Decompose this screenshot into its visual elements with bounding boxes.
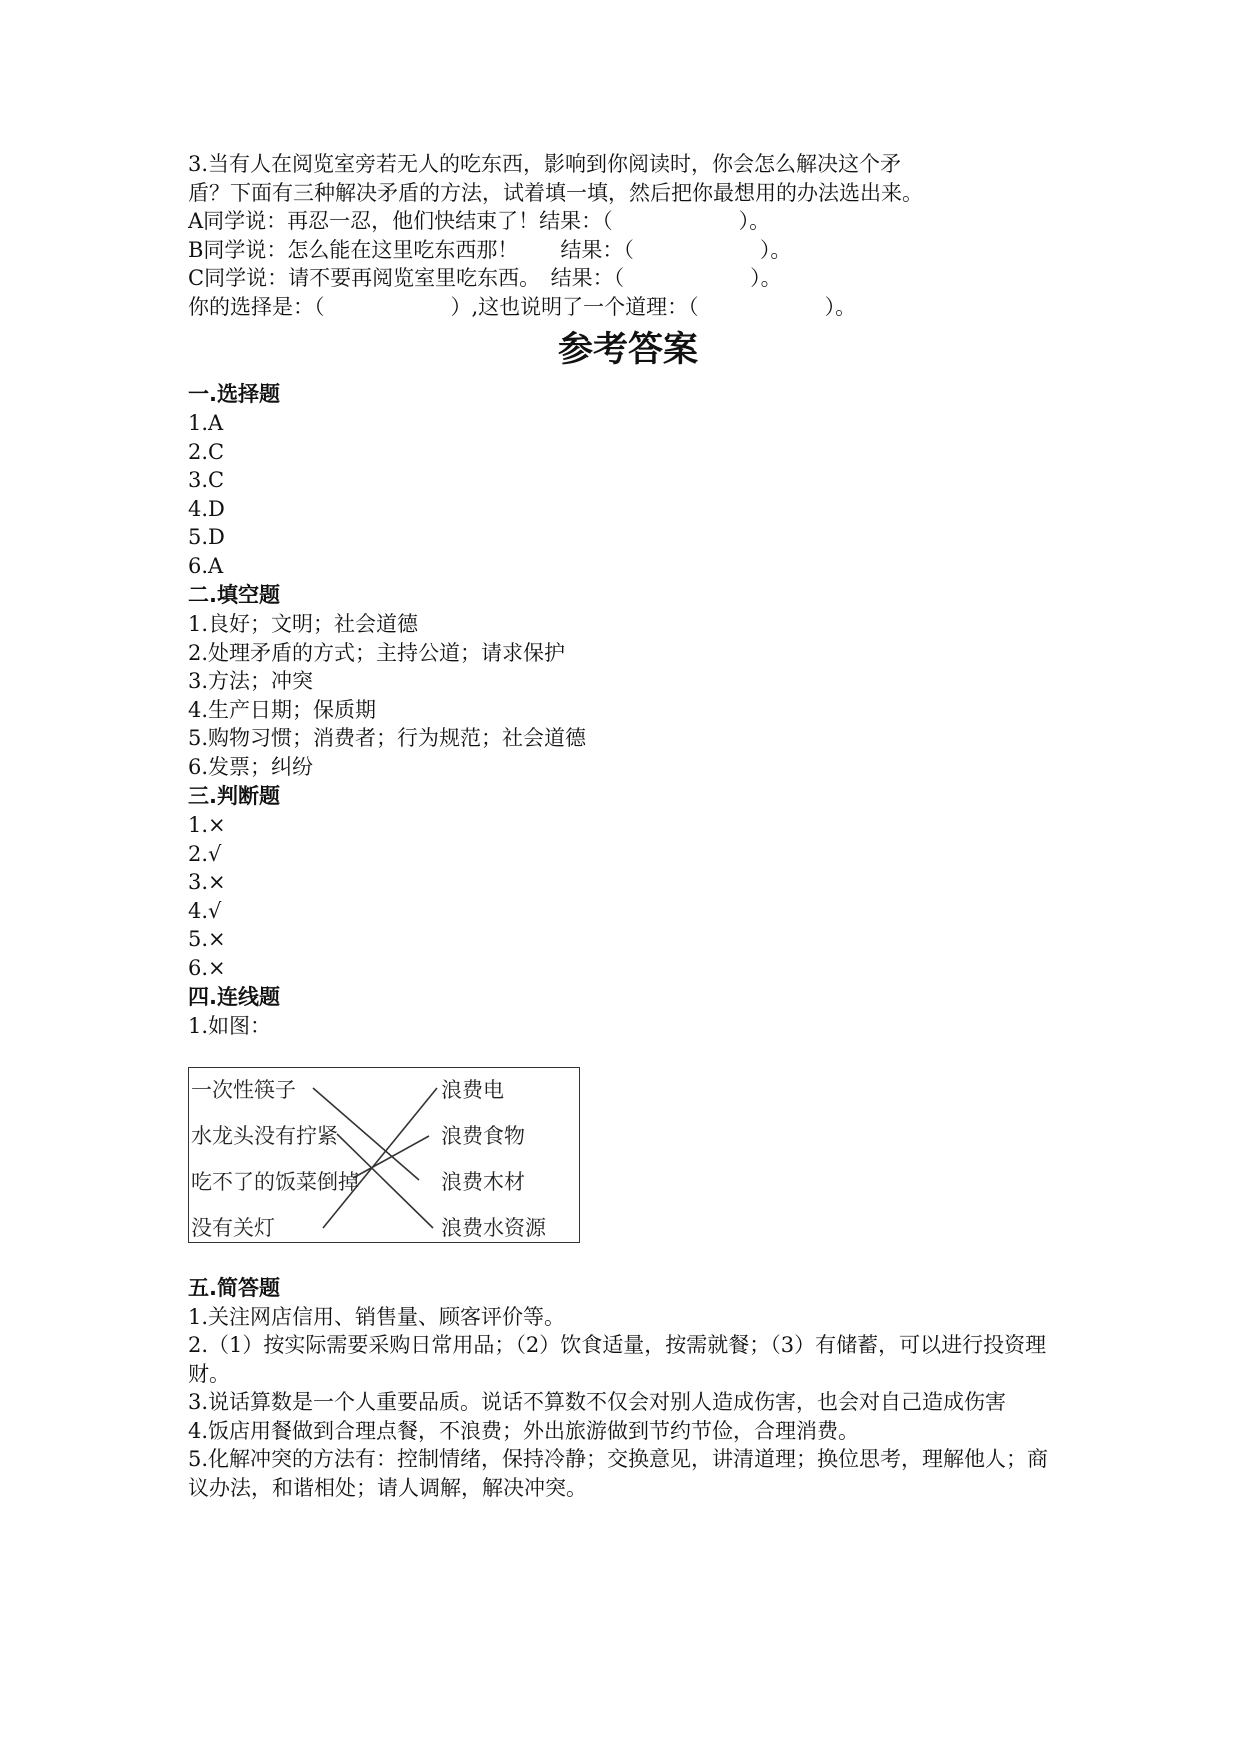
answer-item: 2.处理矛盾的方式；主持公道；请求保护	[188, 640, 566, 665]
option-a-line: A同学说：再忍一忍，他们快结束了！结果：（ ）。	[188, 209, 771, 233]
section-heading: 三.判断题	[188, 784, 280, 808]
answer-item: 1.×	[188, 813, 226, 837]
section-match	[188, 982, 1068, 1243]
option-c-line: C同学说：请不要再阅览室里吃东西。 结果：（ ）。	[188, 266, 782, 290]
section-choice	[188, 379, 1068, 580]
match-intro: 1.如图：	[188, 1014, 272, 1038]
match-left-item: 一次性筷子	[191, 1077, 296, 1102]
answer-item: 4.饭店用餐做到合理点餐，不浪费；外出旅游做到节约节俭，合理消费。	[188, 1418, 860, 1443]
answer-item: 3.×	[188, 870, 226, 894]
answer-item: 3.C	[188, 468, 225, 492]
answer-item: 3.方法；冲突	[188, 669, 314, 693]
section-heading: 五.简答题	[188, 1275, 280, 1300]
answer-item: 2.C	[188, 439, 225, 464]
answer-item: 4.D	[188, 496, 225, 521]
answer-item: 1.良好；文明；社会道德	[188, 612, 419, 636]
answer-item: 5.×	[188, 927, 226, 951]
match-left-item: 水龙头没有拧紧	[191, 1123, 338, 1148]
option-b-line: B同学说：怎么能在这里吃东西那！ 结果：（ ）。	[188, 237, 792, 262]
section-heading: 四.连线题	[188, 985, 280, 1009]
question-block	[188, 150, 1068, 321]
document-page	[188, 150, 1068, 1502]
question-line: 3.当有人在阅览室旁若无人的吃东西，影响到你阅读时，你会怎么解决这个矛	[188, 152, 902, 176]
section-fill	[188, 580, 1068, 781]
match-left-item: 吃不了的饭菜倒掉	[191, 1169, 359, 1194]
answer-item: 5.化解冲突的方法有：控制情绪，保持冷静；交换意见，讲清道理；换位思考，理解他人；商议办法，和谐相处；请人调解，解决冲突。	[188, 1447, 1049, 1500]
section-short	[188, 1273, 1068, 1503]
answer-item: 4.生产日期；保质期	[188, 697, 377, 722]
section-judge	[188, 781, 1068, 982]
answer-item: 5.D	[188, 525, 225, 549]
match-line	[323, 1088, 437, 1228]
section-heading: 一.选择题	[188, 382, 280, 406]
answer-title: 参考答案	[557, 330, 698, 370]
answer-item: 6.×	[188, 955, 226, 980]
match-right-item: 浪费水资源	[441, 1215, 546, 1240]
answer-item: 5.购物习惯；消费者；行为规范；社会道德	[188, 726, 587, 750]
match-right-item: 浪费电	[441, 1077, 504, 1102]
match-line	[353, 1136, 429, 1178]
answer-item: 6.A	[188, 553, 224, 578]
answer-item: 2.（1）按实际需要采购日常用品；（2）饮食适量，按需就餐；（3）有储蓄，可以进行投资理财。	[188, 1333, 1047, 1386]
match-right-item: 浪费食物	[441, 1123, 525, 1148]
choice-line: 你的选择是：（ ）,这也说明了一个道理：（ ）。	[188, 294, 857, 319]
answer-item: 3.说话算数是一个人重要品质。说话不算数不仅会对别人造成伤害，也会对自己造成伤害	[188, 1390, 1007, 1414]
matching-figure	[188, 1067, 580, 1243]
answer-item: 6.发票；纠纷	[188, 754, 314, 779]
answer-item: 1.关注网店信用、销售量、顾客评价等。	[188, 1304, 566, 1329]
match-right-item: 浪费木材	[441, 1169, 525, 1194]
answer-item: 2.√	[188, 841, 222, 866]
question-line: 盾？下面有三种解决矛盾的方法，试着填一填，然后把你最想用的办法选出来。	[188, 180, 923, 205]
match-left-item: 没有关灯	[191, 1215, 275, 1240]
answer-item: 4.√	[188, 898, 222, 923]
section-heading: 二.填空题	[188, 583, 280, 607]
answer-item: 1.A	[188, 411, 224, 435]
